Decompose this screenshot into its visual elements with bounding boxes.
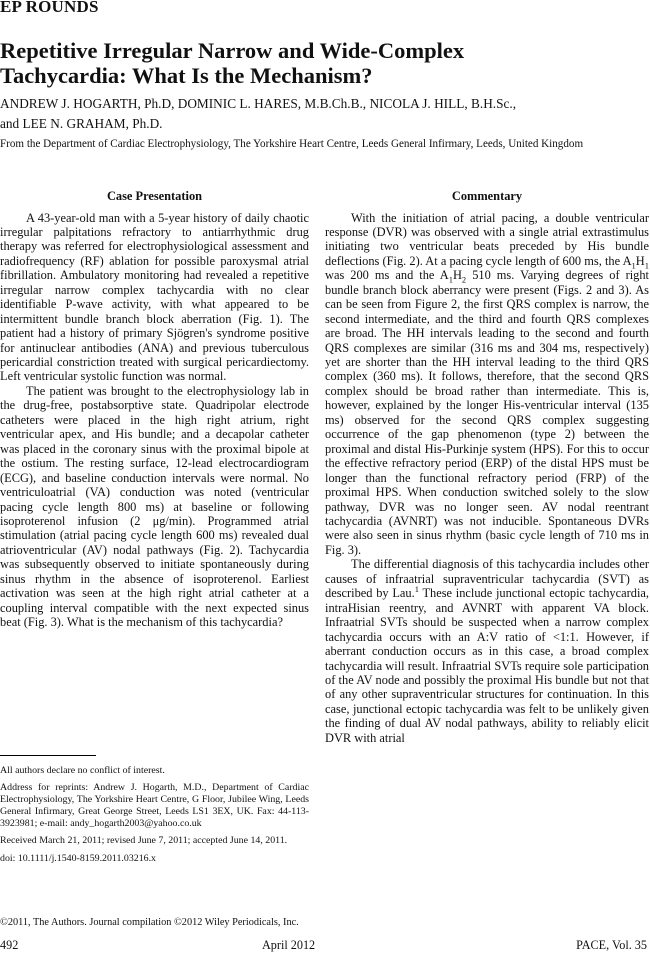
received-dates: Received March 21, 2011; revised June 7, 2011; accepted June 14, 2011. [0, 835, 288, 847]
authors-line-2: and LEE N. GRAHAM, Ph.D. [0, 116, 163, 131]
article-title [0, 38, 640, 88]
case-presentation-column [0, 189, 309, 630]
commentary-heading: Commentary [451, 189, 523, 203]
footnotes [0, 765, 309, 870]
conflict-statement: All authors declare no conflict of interest. [0, 765, 165, 776]
commentary-paragraph: With the initiation of atrial pacing, a double ventricular response (DVR) was observed with a single atrial extrastimulus initiating two ventricular beats preceded by His bundle deflections (Fig. 2). At a pacing cycle length of 600 ms, the $A_1H_1$ was 200 ms and the $A_1H_2$ 510 ms. Varying degrees of right bundle branch block aberrancy were present (Figs. 2 and 3). As can be seen from Figure 2, the first QRS complex is narrow, the second intermediate, and the third and fourth QRS complexes are broad. The HH intervals leading to the second and fourth QRS complexes are similar (316 ms and 304 ms, respectively) yet are shorter than the HH interval leading to the third QRS complex (360 ms). It follows, therefore, that the second QRS complex should be broad rather than intermediate. This is, however, explained by the longer His-ventricular interval (135 ms) observed for the second QRS complex suggesting occurrence of the gap phenomenon (type 2) between the proximal and distal His-Purkinje system (HPS). For this to occur the effective refractory period (ERP) of the distal HPS must be longer than the functional refractory period (FRP) of the proximal HPS. When conduction switched solely to the slow pathway, DVR was no longer seen. AV nodal reentrant tachycardia (AVNRT) was not inducible. Spontaneous DVRs were also seen in sinus rhythm (basic cycle length of 710 ms in Fig. 3). [325, 210, 649, 557]
author-list [0, 94, 645, 134]
commentary-column [325, 189, 649, 745]
title-line-1: Repetitive Irregular Narrow and Wide-Complex [0, 38, 465, 63]
section-label: EP ROUNDS [0, 0, 99, 16]
doi[interactable]: doi: 10.1111/j.1540-8159.2011.03216.x [0, 852, 156, 864]
journal-volume: PACE, Vol. 35 [576, 938, 647, 952]
title-line-2: Tachycardia: What Is the Mechanism? [0, 63, 373, 88]
footnote-divider [0, 755, 96, 756]
reference-citation[interactable]: 1 [414, 584, 419, 595]
case-paragraph: The patient was brought to the electrophysiology lab in the drug-free, postabsorptive state. Quadripolar electrode catheters were placed in the high right atrium, right ventricular apex, and His bundle; and a decapolar catheter was placed in the coronary sinus with the proximal bipole at the ostium. The resting surface, 12-lead electrocardiogram (ECG), and baseline conduction intervals were normal. No ventriculoatrial (VA) conduction was noted (ventricular pacing cycle length 800 ms) at baseline or following isoproterenol infusion (2 μg/min). Programmed atrial stimulation (atrial pacing cycle length 600 ms) revealed dual atrioventricular (AV) nodal pathways (Fig. 2). Tachycardia was subsequently observed to initiate spontaneously during sinus rhythm in the absence of isoproterenol. Earliest activation was seen at the high right atrial catheter at a coupling interval compatible with the next expected sinus beat (Fig. 3). What is the mechanism of this tachycardia? [0, 383, 309, 630]
copyright-notice: ©2011, The Authors. Journal compilation ©2012 Wiley Periodicals, Inc. [0, 917, 299, 928]
case-presentation-heading: Case Presentation [106, 189, 203, 203]
reprint-address: Address for reprints: Andrew J. Hogarth, M.D., Department of Cardiac Electrophysiology, The Yorkshire Heart Centre, G Floor, Jubilee Wing, Leeds General Infirmary, Great George Street, Leeds LS1 3EX, UK. Fax: 44-113-3923981; e-mail: andy_hogarth2003@yahoo.co.uk [0, 782, 309, 830]
issue-date: April 2012 [262, 938, 316, 952]
case-paragraph: A 43-year-old man with a 5-year history of daily chaotic irregular palpitations refractory to antiarrhythmic drug therapy was referred for electrophysiological assessment and radiofrequency (RF) ablation for possible paroxysmal atrial fibrillation. Ambulatory monitoring had revealed a repetitive irregular narrow complex tachycardia with no clear identifiable P-wave activity, with what appeared to be intermittent bundle branch block aberration (Fig. 1). The patient had a history of primary Sjögren's syndrome positive for antinuclear antibodies (ANA) and previous tuberculous pericardial constriction treated with surgical pericardiectomy. Left ventricular systolic function was normal. [0, 210, 309, 384]
affiliation: From the Department of Cardiac Electrophysiology, The Yorkshire Heart Centre, Leeds General Infirmary, Leeds, United Kingdom [0, 138, 584, 150]
page-number: 492 [0, 938, 19, 952]
authors-line-1: ANDREW J. HOGARTH, Ph.D, DOMINIC L. HARES, M.B.Ch.B., NICOLA J. HILL, B.H.Sc., [0, 96, 517, 111]
commentary-paragraph: The differential diagnosis of this tachycardia includes other causes of infraatrial supraventricular tachycardia (SVT) as described by Lau.$^1$ These include junctional ectopic tachycardia, intraHisian reentry, and AVNRT with apparent VA block. Infraatrial SVTs should be suspected when a narrow complex tachycardia occurs with an A:V ratio of <1:1. However, if aberrant conduction occurs as in this case, a broad complex tachycardia will result. Infraatrial SVTs require sole participation of the AV node and possibly the proximal His bundle but not that of any other supraventricular structures for continuation. In this case, junctional ectopic tachycardia was felt to be unlikely given the finding of dual AV nodal pathways, ability to reliably elicit DVR with atrial [325, 557, 649, 745]
